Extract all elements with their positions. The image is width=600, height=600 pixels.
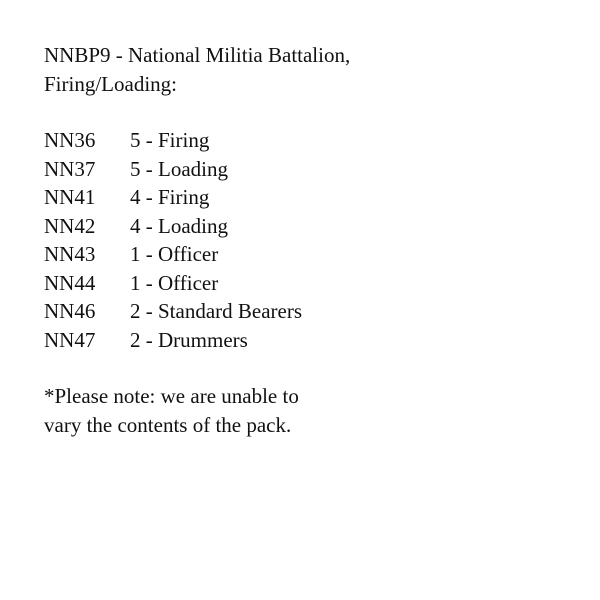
list-item xyxy=(44,297,564,326)
pack-note xyxy=(44,382,564,439)
item-description: 5 - Firing xyxy=(130,128,210,152)
list-item xyxy=(44,269,564,298)
item-description: 1 - Officer xyxy=(130,270,219,295)
list-item xyxy=(44,126,564,155)
pack-note-line-2: vary the contents of the pack. xyxy=(44,412,292,437)
pack-note-line-1: *Please note: we are unable to xyxy=(44,384,299,408)
list-item xyxy=(44,240,564,269)
item-description: 1 - Officer xyxy=(130,242,219,266)
item-description: 2 - Standard Bearers xyxy=(130,299,303,323)
list-item xyxy=(44,183,564,212)
item-code: NN46 xyxy=(44,299,96,323)
item-code: NN47 xyxy=(44,327,96,352)
pack-title-line-2: Firing/Loading: xyxy=(44,71,177,96)
document xyxy=(44,41,564,439)
pack-title xyxy=(44,41,564,98)
item-code: NN37 xyxy=(44,156,96,181)
item-code: NN44 xyxy=(44,270,96,295)
list-item xyxy=(44,155,564,184)
list-item xyxy=(44,326,564,355)
item-description: 2 - Drummers xyxy=(130,327,248,352)
pack-title-line-1: NNBP9 - National Militia Battalion, xyxy=(44,43,351,67)
item-code: NN42 xyxy=(44,213,96,238)
item-code: NN43 xyxy=(44,242,96,266)
list-item xyxy=(44,212,564,241)
item-description: 5 - Loading xyxy=(130,156,228,181)
pack-contents-list xyxy=(44,126,564,354)
item-description: 4 - Loading xyxy=(130,213,228,238)
item-code: NN41 xyxy=(44,185,96,209)
item-description: 4 - Firing xyxy=(130,185,210,209)
item-code: NN36 xyxy=(44,128,96,152)
